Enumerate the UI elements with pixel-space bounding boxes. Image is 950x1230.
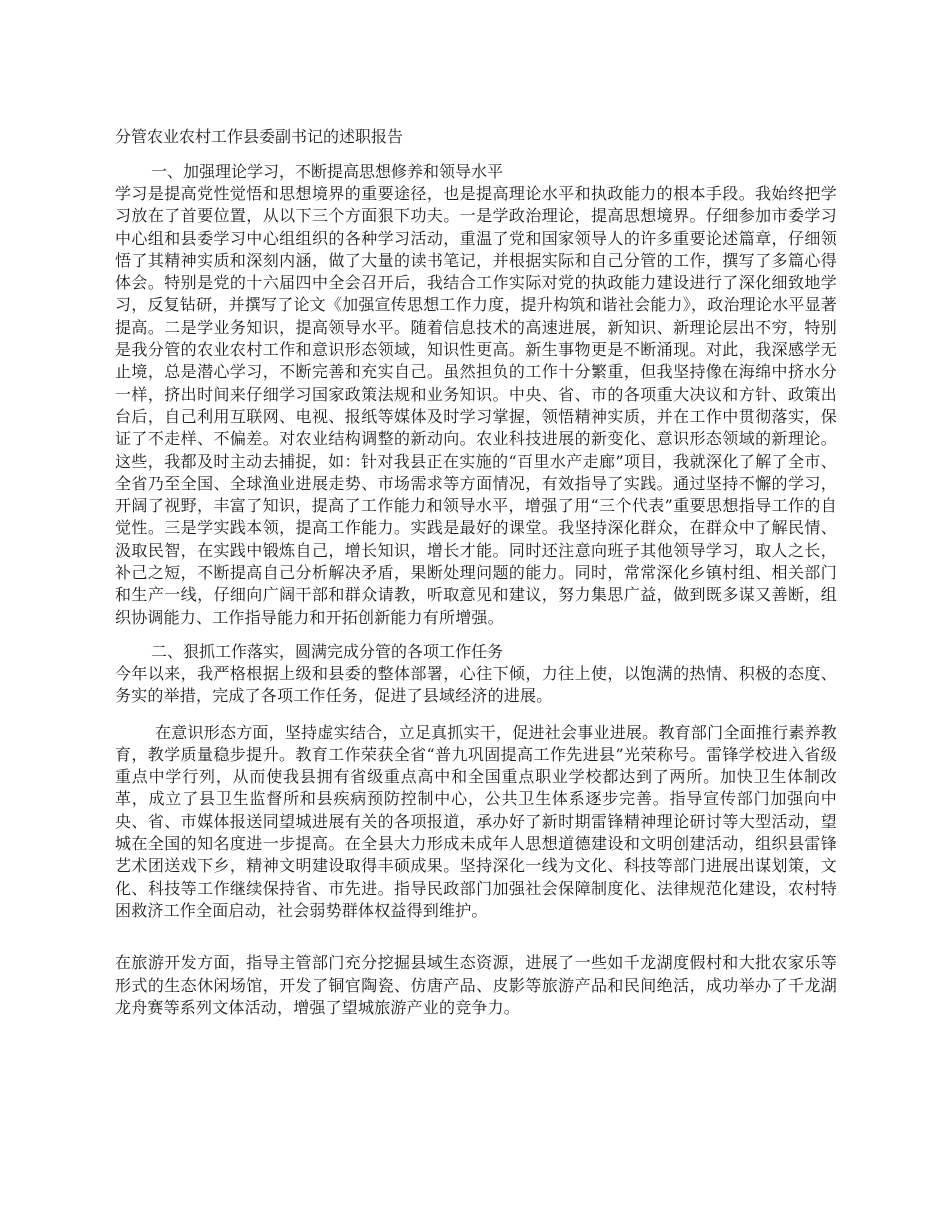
spacer (115, 708, 837, 722)
document-title: 分管农业农村工作县委副书记的述职报告 (115, 127, 404, 146)
section-2-intro: 今年以来，我严格根据上级和县委的整体部署，心往下倾，力往上使，以饱满的热情、积极的态度、务实的举措，完成了各项工作任务，促进了县域经济的进展。 (115, 663, 837, 706)
section-2-heading: 二、狠抓工作落实，圆满完成分管的各项工作任务 (151, 641, 504, 661)
tourism-paragraph: 在旅游开发方面，指导主管部门充分挖掘县域生态资源，进展了一些如千龙湖度假村和大批农家乐等形式的生态休闲场馆，开发了铜官陶瓷、仿唐产品、皮影等旅游产品和民间绝活，成功举办了千龙湖龙舟赛等系列文体活动，增强了望城旅游产业的竞争力。 (115, 953, 837, 1017)
document-page (115, 125, 837, 1019)
ideology-paragraph: 在意识形态方面，坚持虚实结合，立足真抓实干，促进社会事业进展。教育部门全面推行素养教育，教学质量稳步提升。教育工作荣获全省“普九巩固提高工作先进县”光荣称号。雷锋学校进入省级重点中学行列，从而使我县拥有省级重点高中和全国重点职业学校都达到了两所。加快卫生体制改革，成立了县卫生监督所和县疾病预防控制中心，公共卫生体系逐步完善。指导宣传部门加强向中央、省、市媒体报送同望城进展有关的各项报道，承办好了新时期雷锋精神理论研讨等大型活动，望城在全国的知名度进一步提高。在全县大力形成未成年人思想道德建设和文明创建活动，组织县雷锋艺术团送戏下乡，精神文明建设取得丰硕成果。坚持深化一线为文化、科技等部门进展出谋划策，文化、科技等工作继续保持省、市先进。指导民政部门加强社会保障制度化、法律规范化建设，农村特困救济工作全面启动，社会弱势群体权益得到维护。 (115, 722, 837, 920)
spacer (115, 629, 837, 641)
section-1-heading: 一、加强理论学习，不断提高思想修养和领导水平 (151, 162, 504, 181)
section-1-body: 学习是提高党性觉悟和思想境界的重要途径，也是提高理论水平和执政能力的根本手段。我始终把学习放在了首要位置，从以下三个方面狠下功夫。一是学政治理论，提高思想境界。仔细参加市委学习中心组和县委学习中心组组织的各种学习活动，重温了党和国家领导人的许多重要论述篇章，仔细领悟了其精神实质和深刻内涵，做了大量的读书笔记，并根据实际和自己分管的工作，撰写了多篇心得体会。特别是党的十六届四中全会召开后，我结合工作实际对党的执政能力建设进行了深化细致地学习，反复钻研，并撰写了论文《加强宣传思想工作力度，提升构筑和谐社会能力》，政治理论水平显著提高。二是学业务知识，提高领导水平。随着信息技术的高速进展，新知识、新理论层出不穷，特别是我分管的农业农村工作和意识形态领域，知识性更高。新生事物更是不断涌现。对此，我深感学无止境，总是潜心学习，不断完善和充实自己。虽然担负的工作十分繁重，但我坚持像在海绵中挤水分一样，挤出时间来仔细学习国家政策法规和业务知识。中央、省、市的各项重大决议和方针、政策出台后，自己利用互联网、电视、报纸等媒体及时学习掌握，领悟精神实质，并在工作中贯彻落实，保证了不走样、不偏差。对农业结构调整的新动向。农业科技进展的新变化、意识形态领域的新理论。这些，我都及时主动去捕捉，如：针对我县正在实施的“百里水产走廊”项目，我就深化了解了全市、全省乃至全国、全球渔业进展走势、市场需求等方面情况，有效指导了实践。通过坚持不懈的学习，开阔了视野，丰富了知识，提高了工作能力和领导水平，增强了用“三个代表”重要思想指导工作的自觉性。三是学实践本领，提高工作能力。实践是最好的课堂。我坚持深化群众，在群众中了解民情、汲取民智，在实践中锻炼自己，增长知识，增长才能。同时还注意向班子其他领导学习，取人之长，补己之短，不断提高自己分析解决矛盾，果断处理问题的能力。同时，常常深化乡镇村组、相关部门和生产一线，仔细向广阔干部和群众请教，听取意见和建议，努力集思广益，做到既多谋又善断，组织协调能力、工作指导能力和开拓创新能力有所增强。 (115, 184, 837, 627)
spacer (115, 922, 837, 952)
